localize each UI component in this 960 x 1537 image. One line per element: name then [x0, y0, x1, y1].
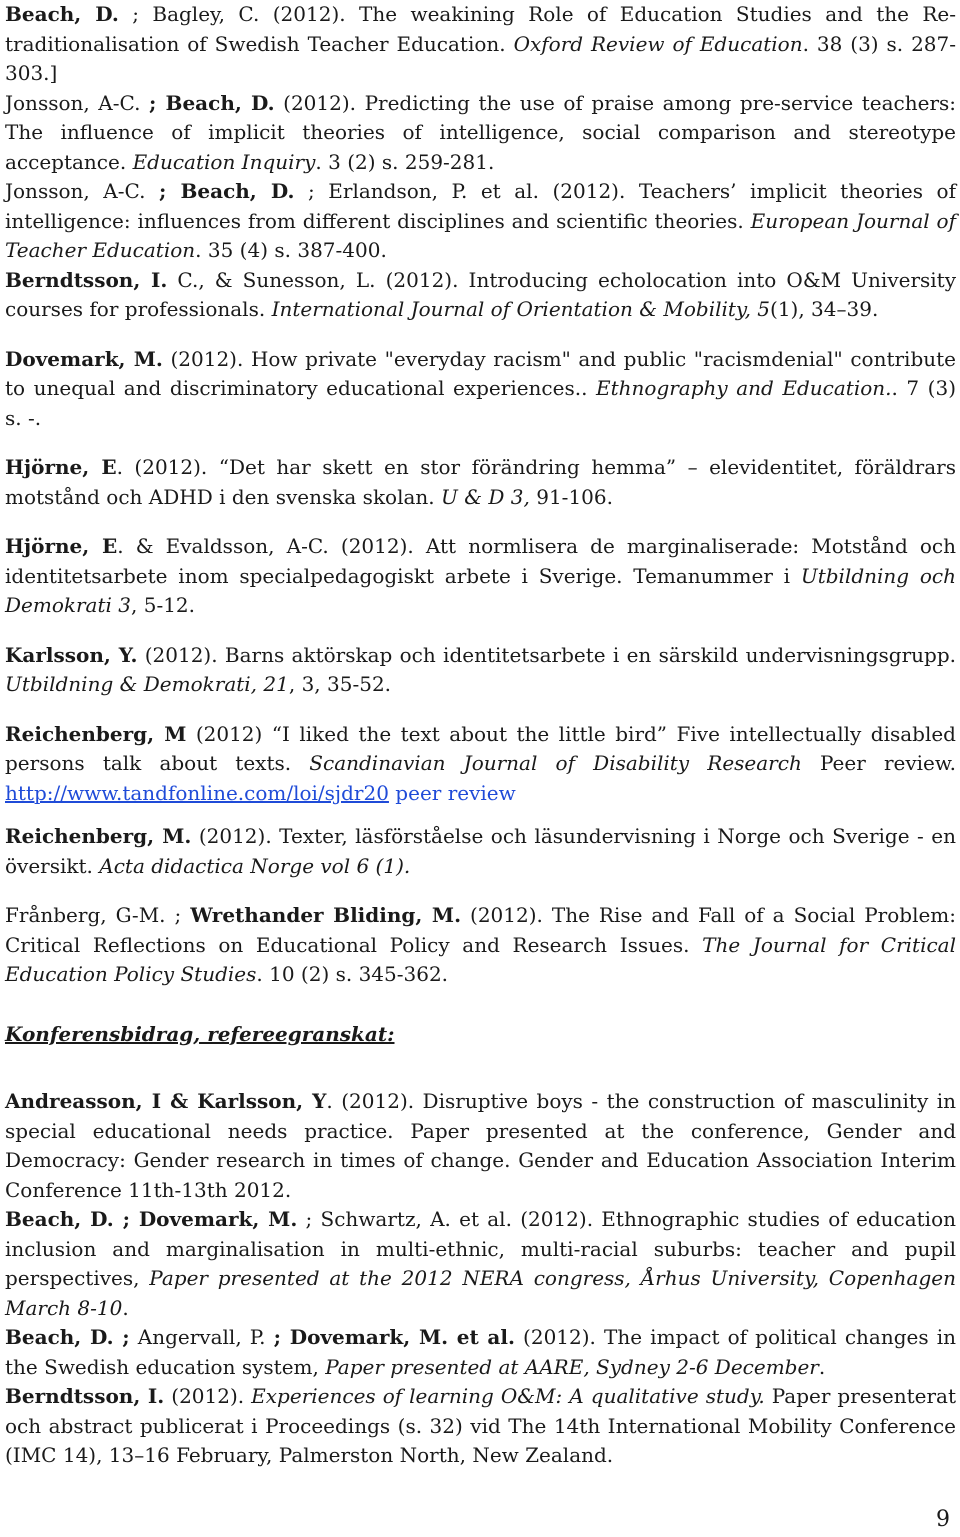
- section-heading: Konferensbidrag, refereegranskat:: [5, 1021, 395, 1046]
- reference-text: ; Schwartz, A. et al. (2012). Ethnographic studies of education inclusion and marginalisation in multi-ethnic, multi-racial suburbs: teacher and pupil perspectives,: [5, 1207, 956, 1290]
- reference-text: (2012). How private "everyday racism" and public "racismdenial" contribute to unequal and discriminatory educational experiences..: [5, 346, 956, 400]
- reference-tail: 91-106.: [529, 484, 613, 509]
- reference-author: Wrethander Bliding, M.: [190, 903, 462, 927]
- reference-tail: Peer review.: [801, 751, 956, 775]
- reference-author: Hjörne, E: [5, 534, 118, 558]
- reference-journal: Ethnography and Education.: [596, 376, 892, 400]
- reference-entry: [5, 0, 956, 89]
- reference-text: . & Evaldsson, A-C. (2012). Att normlisera de marginaliserade: Motstånd och identitetsarbete inom specialpedagogiskt arbete i Sverige. Temanummer i: [5, 534, 957, 588]
- reference-journal: U & D 3,: [441, 484, 530, 509]
- reference-journal: Utbildning & Demokrati, 21: [5, 672, 289, 696]
- reference-author: Beach, D.: [5, 2, 119, 26]
- reference-entry: [5, 901, 956, 990]
- reference-tail: , 5-12.: [131, 593, 196, 617]
- reference-text: (2012). Barns aktörskap och identitetsarbete i en särskild undervisningsgrupp.: [137, 642, 957, 667]
- reference-tail: .: [818, 1354, 826, 1379]
- reference-entry: [5, 532, 956, 621]
- reference-journal: Utbildning och Demokrati 3: [5, 563, 956, 617]
- reference-author: Beach, D. ;: [5, 1325, 130, 1349]
- reference-author: Hjörne, E: [5, 455, 117, 479]
- reference-author: Berndtsson, I.: [5, 267, 168, 292]
- reference-tail: (1), 34–39.: [770, 297, 879, 321]
- reference-author: ; Dovemark, M. et al.: [273, 1325, 515, 1349]
- reference-author: Reichenberg, M.: [5, 824, 192, 848]
- reference-entry: [5, 1205, 956, 1323]
- reference-tail: .: [122, 1295, 129, 1320]
- reference-tail: , 3, 35-52.: [288, 672, 392, 696]
- journal-link[interactable]: http://www.tandfonline.com/loi/sjdr20: [5, 780, 389, 805]
- reference-journal: Paper presented at the 2012 NERA congress, Århus University, Copenhagen March 8-10: [5, 1266, 956, 1320]
- reference-tail: . 3 (2) s. 259-281.: [315, 149, 495, 174]
- reference-entry: [5, 641, 956, 700]
- document-page: [5, 0, 956, 1537]
- reference-journal: Education Inquiry: [132, 149, 316, 174]
- reference-journal: European Journal of Teacher Education: [5, 208, 956, 262]
- reference-text: (2012) “I liked the text about the little bird” Five intellectually disabled persons talk about texts.: [5, 721, 956, 775]
- reference-text: (2012). Texter, läsförståelse och läsundervisning i Norge och Sverige - en översikt.: [5, 824, 957, 878]
- reference-entry: [5, 266, 956, 325]
- reference-journal: Paper presented at AARE, Sydney 2-6 December: [325, 1354, 819, 1379]
- reference-text: (2012). Predicting the use of praise among pre-service teachers: The influence of implicit theories of intelligence, social comparison and stereotype acceptance.: [5, 90, 957, 174]
- reference-journal: The Journal for Critical Education Policy Studies: [5, 932, 956, 986]
- reference-journal: Experiences of learning O&M: A qualitative study.: [251, 1384, 765, 1408]
- reference-tail: Paper presenterat och abstract publicerat i Proceedings (s. 32) vid The 14th International Mobility Conference (IMC 14), 13–16 February, Palmerston North, New Zealand.: [5, 1384, 957, 1467]
- reference-text: Angervall, P.: [129, 1325, 274, 1349]
- reference-text: ; Erlandson, P. et al. (2012). Teachers’ implicit theories of intelligence: influences from different disciplines and scientific theories.: [5, 179, 957, 233]
- reference-entry: [5, 345, 956, 434]
- reference-text: ; Bagley, C. (2012). The weakining Role of Education Studies and the Re-traditionalisation of Swedish Teacher Education.: [5, 2, 956, 56]
- reference-entry: [5, 720, 956, 809]
- reference-entry: [5, 453, 956, 512]
- reference-author: ; Beach, D.: [149, 90, 275, 115]
- reference-author: ; Beach, D.: [158, 179, 295, 203]
- reference-entry: [5, 822, 956, 881]
- reference-tail: . 35 (4) s. 387-400.: [195, 238, 387, 262]
- reference-entry: [5, 1382, 956, 1471]
- reference-coauthor: Frånberg, G-M. ;: [5, 903, 191, 927]
- reference-text: C., & Sunesson, L. (2012). Introducing echolocation into O&M University courses for professionals.: [5, 267, 957, 321]
- reference-author: Reichenberg, M: [5, 721, 187, 746]
- reference-author: Berndtsson, I.: [5, 1384, 165, 1408]
- reference-text: (2012).: [164, 1384, 252, 1408]
- page-number: 9: [936, 1507, 950, 1532]
- reference-journal: Scandinavian Journal of Disability Research: [309, 751, 802, 775]
- reference-entry: [5, 1323, 956, 1382]
- reference-journal: Acta didactica Norge vol 6 (1).: [99, 853, 411, 878]
- reference-author: Andreasson, I & Karlsson, Y: [5, 1089, 327, 1113]
- reference-journal: Oxford Review of Education: [513, 31, 803, 56]
- reference-tail: . 7 (3) s. -.: [5, 376, 956, 430]
- reference-entry: [5, 177, 956, 266]
- reference-tail: . 38 (3) s. 287-303.]: [5, 31, 957, 85]
- reference-text: (2012). The impact of political changes in the Swedish education system,: [5, 1325, 957, 1379]
- reference-author: Dovemark, M.: [5, 346, 163, 371]
- reference-coauthor: Jonsson, A-C.: [5, 90, 150, 115]
- reference-text: . (2012). Disruptive boys - the construction of masculinity in special educational needs practice. Paper presented at the conference, Gender and Democracy: Gender research in times of change. Gender and Education Association Interim Conference 11th-13th 2012.: [5, 1089, 956, 1202]
- reference-entry: [5, 1087, 956, 1205]
- reference-author: Karlsson, Y.: [5, 642, 138, 667]
- reference-journal: International Journal of Orientation & Mobility, 5: [271, 297, 771, 321]
- reference-text: (2012). The Rise and Fall of a Social Problem: Critical Reflections on Educational Policy and Research Issues.: [5, 903, 957, 957]
- reference-author: Beach, D. ; Dovemark, M.: [5, 1207, 298, 1231]
- peer-review-label: peer review: [388, 780, 516, 805]
- reference-tail: . 10 (2) s. 345-362.: [256, 962, 449, 986]
- reference-entry: [5, 89, 956, 178]
- reference-coauthor: Jonsson, A-C.: [5, 179, 159, 203]
- reference-text: . (2012). “Det har skett en stor förändring hemma” – elevidentitet, föräldrars motstånd och ADHD i den svenska skolan.: [5, 455, 956, 509]
